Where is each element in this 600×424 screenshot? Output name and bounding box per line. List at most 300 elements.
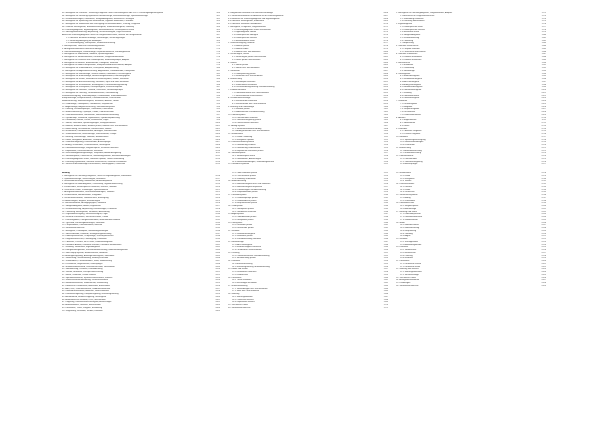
toc-entry-title: 11. Messgerät für Abgasuntersuchung, Abgastester, Lambdasonde, Katalysator [62,69,135,72]
toc-entry-page-number: 1111 [383,135,388,138]
toc-entry-page-number: 1169 [383,301,388,304]
toc-entry-title: 40. Fahrzeugdiagnose-Tester, Software-Update, Online-Verbindung [62,157,125,160]
toc-entry-title: 7. Sensoren [396,100,408,102]
toc-entry-title: 9. Heizung und Klimaanlage [228,105,254,108]
toc-entry-title: 7.2 Hallgeber [400,105,413,108]
toc-entry-page-number: 1091 [383,80,388,83]
toc-entry-title: 2. Spezialwerkzeuge, Vorrichtungen, Hilfsmittel [62,177,106,180]
toc-entry-page-number: 1189 [541,58,546,61]
toc-entry-title: 42. ABS, ESP, Drehratensensor, Raddrehzahlsensor [62,287,111,290]
toc-entry-title: 14.1 Stromlaufplan lesen [232,155,255,157]
toc-entry-page-number: 1190 [541,61,546,64]
toc-entry-page-number: 969 [216,39,220,42]
toc-entry-page-number: 965 [216,28,220,31]
toc-entry-title: 16. Messgerät für Scheinwerfer, Einstellgerät, Leuchtweitenregulierung [62,83,128,86]
toc-entry-page-number: 1174 [541,17,546,20]
toc-entry-page-number: 1134 [383,205,388,207]
toc-entry-title: 20. Fahrwerk [396,246,409,249]
toc-entry-title: 20. Zündanlage, Zündspulen, Zündkerzen, Klopfsensor [62,102,113,105]
toc-entry-page-number: 1260 [541,260,546,262]
toc-entry-title: 22.1 Wartungsintervalle [400,271,422,273]
toc-entry-page-number: 1188 [541,56,546,58]
toc-entry-title: 09. Fahrzeugdiagnose, Eigendiagnose, Messwertblöcke, Fehlerspeicher lesen [62,28,135,31]
toc-entry-page-number: 1075 [383,36,388,39]
toc-entry-title: 6.4 Airbag-Steuergerät [400,83,421,86]
toc-entry-title: 14. Messgerät für Reifen, Reifendruck-Kontrollsystem, Ventile, Sensoren [62,78,129,80]
toc-entry-title: 6.3 ABS-Steuergerät [400,80,420,83]
toc-entry-title: 10.3 Ruhestrom [400,144,415,146]
toc-entry-page-number: 1069 [383,20,388,23]
toc-entry-page-number: 1031 [215,216,220,218]
toc-entry-title: 41. Fahrzeug-Systemtest, Geführte Fehlersuche, Geführte Funktionen [62,160,127,163]
toc-entry-title: 19.2 Katalysator prüfen [232,218,254,221]
toc-entry-title: 10.1 Spannungsversorgung [400,138,426,141]
toc-entry-title: 20. Stichwortverzeichnis [62,227,85,229]
toc-entry-page-number: 1103 [383,113,388,116]
toc-entry-page-number: 1179 [541,31,546,34]
toc-entry-title: 25.2 Radwechsel [232,273,248,276]
toc-entry-page-number: 1168 [383,298,388,301]
toc-entry-title: 6.9 Klimasteuergerät [400,97,420,100]
toc-entry-title: 12. Infotainment [228,133,243,135]
toc-entry-page-number: 1143 [383,229,388,232]
toc-entry-page-number: 1131 [383,196,388,199]
toc-entry-page-number: 1070 [383,23,388,25]
toc-entry-page-number: 961 [216,14,220,17]
toc-entry-title: 2.3 Batterie aus- und einbauen [232,50,261,53]
toc-entry-title: 12.2 Zentralverriegelung [400,160,423,163]
toc-entry-title: 18. Motor [396,221,405,224]
toc-entry-title: 4. Steckverbindungen, Kabelstränge, Reparaturhinweise, Kontaktgehäuse [62,50,131,53]
toc-entry-title: 13.3 Telefon [400,180,412,183]
toc-entry-page-number: 1010 [215,149,220,152]
toc-entry-page-number: 986 [216,83,220,86]
toc-entry-page-number: 1053 [215,276,220,279]
toc-entry-title: 18.1 Motormechanik [400,224,419,227]
toc-entry-title: 15. Messgerät für Achsvermessung, Fahrwerk, Spur und Sturz einstellen [62,80,129,83]
toc-entry-page-number: 963 [216,20,220,23]
toc-entry-page-number: 1013 [215,157,220,160]
toc-entry-page-number: 1187 [541,53,546,56]
toc-entry-title: 1.2 Sicherungsbelegung ab Modelljahr [66,39,102,42]
toc-entry-page-number: 1113 [383,141,388,144]
toc-entry-title: 25. Räder und Reifen [228,268,248,271]
toc-entry-page-number: 1264 [541,271,546,273]
toc-entry-title: 6.1 Glühlampen ersetzen [232,80,256,83]
toc-entry-title: 27. Starter, Generator, Spannungsregler, Keilrippenriemen [62,122,116,124]
toc-entry-page-number: 1200 [541,89,546,91]
toc-entry-title: 17. Messgerät für Kühlsystem, Kühlerprüfgerät, Frostschutzprüfer [62,86,123,89]
toc-entry-title: 9. Messgerät für Motor-Kompression, Kompressionsdruckschreiber, Adapter [62,64,132,67]
toc-entry-page-number: 1244 [541,216,546,218]
toc-entry-title: 30. Anhängerkupplung, Anhängersteuergerät, Steckdose [62,254,115,257]
toc-entry-title: 13.3 Einparkhilfe Sensoren prüfen [232,149,264,152]
toc-entry-title: 7. Kombiinstrument [228,89,246,91]
toc-entry-page-number: 1104 [383,116,388,119]
toc-entry-title: 2. Stromversorgung, Batterie [228,42,255,45]
toc-entry-page-number: 1089 [383,75,388,78]
toc-entry-title: 31. Scheibenwischer, Waschanlage, Wischermotor, Pumpe [62,133,117,135]
toc-entry [62,310,220,313]
toc-entry-title: 3.1 Sicherungen prüfen und ersetzen [232,56,267,58]
toc-entry-title: 12.1 Fensterheber [400,157,417,160]
toc-entry-title: 0.4 Übersicht Steuergeräte, Einbauorte [228,20,265,23]
toc-entry-page-number: 1135 [383,207,388,210]
toc-entry-title: 4. Geführte Funktionen [396,53,418,56]
toc-entry-title: 1.3 Fahrzeug identifizieren [400,20,425,23]
toc-entry-page-number: 1058 [215,290,220,293]
toc-entry-title: 4. Starter [228,61,237,64]
toc-entry-page-number: 967 [216,34,220,36]
toc-entry-title: 22. Bremsanlage [228,240,244,243]
toc-entry-page-number: 1014 [215,160,220,163]
toc-entry-page-number: 976 [216,56,220,58]
toc-entry-title: 3. Anzugsdrehmomente Elektrische Anlage [62,47,102,50]
toc-entry-title: 8.2 Wischermotor aus- und einbauen [232,102,267,105]
toc-entry-title: 39. Verkehrszeichenerkennung, Fernlichtassistent [62,279,108,282]
toc-entry-page-number: 1064 [215,306,220,309]
toc-entry-title: 06. Messgerät für Spannung und Stromstärke, Digitales Multimeter, Prüfkabel [62,20,134,23]
toc-entry-title: 19. Prüfprotokolle, Dokumentation, Berichte [62,224,103,227]
toc-entry-page-number: 1000 [215,122,220,124]
toc-entry-title: 8.1 Magnetventile [400,119,417,122]
toc-entry-title: 23.2 Servolenkung prüfen [232,257,256,260]
toc-entry-page-number: 1110 [383,133,388,135]
toc-entry-title: 4.2 Funktion ausführen [400,58,422,61]
toc-entry-page-number: 1184 [541,45,546,47]
toc-entry-page-number: 1241 [541,207,546,210]
toc-entry-title: 2. Massepunkte, Übersicht Verbindungsstellen [62,45,105,47]
toc-entry-title: 12. Stellglieddiagnose, Ablauf, Ergebnisse [62,205,101,207]
toc-entry-page-number: 1078 [383,45,388,47]
toc-entry-page-number: 1006 [215,138,220,141]
toc-entry-page-number: 1042 [215,246,220,249]
toc-entry-title: 21. Karosserie [396,260,410,262]
toc-entry-page-number: 1233 [541,185,546,188]
toc-entry-title: 1.3 Fehlerspeicher abfragen [232,34,258,36]
toc-entry-title: 16. Motorsteuerung [228,180,247,183]
toc-entry-title: 9.2 Bedieneinheit Grundeinstellung [232,111,265,113]
toc-entry-page-number: 1212 [541,122,546,124]
toc-entry-title: 22.1 ABS-Steuergerät [232,243,253,246]
toc-entry-page-number: 1001 [215,124,220,127]
toc-entry-page-number: 987 [216,86,220,89]
toc-entry-page-number: 1126 [383,183,388,185]
toc-entry-title: 14.1 Kamera [400,185,412,188]
toc-entry-title: 1. Messgerät, Prüfgeräte, Diagnosetester [228,25,267,28]
toc-entry-title: 22.2 Bremsflüssigkeit wechseln [232,246,261,249]
toc-entry-page-number: 1224 [541,155,546,157]
toc-entry-page-number: 1105 [383,119,388,122]
toc-entry-page-number: 1084 [383,61,388,64]
toc-entry-page-number: 1256 [541,249,546,251]
toc-entry-title: 25.1 Reifendruck anlernen [232,271,257,273]
toc-entry-title: 3. Geführte Fehlersuche [396,45,419,47]
toc-entry-title: 4.2 Starter aus- und einbauen [232,67,260,69]
toc-entry-title: 6. Steuergeräte [396,72,411,75]
toc-entry-page-number: 1194 [541,72,546,75]
toc-entry-page-number: 1263 [541,268,546,271]
toc-entry-title: 16.2 Alarmanlage [400,207,417,210]
toc-entry [228,307,388,310]
toc-entry-page-number: 1054 [215,279,220,282]
toc-entry-page-number: 1259 [541,257,546,260]
toc-entry-title: 5.1 Multimeter [400,64,414,67]
toc-entry-page-number: 1223 [541,152,546,155]
toc-entry-page-number: 1097 [383,97,388,100]
toc-entry-title: 14. Fahrerassistenz [396,183,415,185]
toc-entry-title: 12. Messgerät für Klimaanlage, Service-Station, Kältemittel, Lecksuchgerät [62,72,131,75]
toc-entry-title: Einspritzanlage, Einspritzventile, Kraftstoffverteiler, Drucksensor [62,97,121,100]
toc-entry-title: 11. Airbag-System [228,124,245,127]
toc-entry-page-number: 1177 [541,25,546,28]
toc-entry-page-number: 1238 [541,199,546,202]
toc-entry-title: 10. Bordnetz [396,135,408,138]
toc-entry-title: 13. Fahrerassistenzsysteme [228,141,254,144]
toc-entry-page-number: 978 [216,61,220,64]
toc-entry-title: 23. Kabelreparatursatz, Crimpzange, Schrumpfschlauch [62,235,114,238]
toc-entry-title: 28. Batterie, Batterie laden, Batterie prüfen, Batterie aus- und einbauen [62,124,128,127]
toc-entry-page-number: 1098 [383,100,388,102]
toc-entry-title: 20.3 Lenkung [400,254,413,257]
toc-entry-title: 18.1 Zündspulen prüfen [232,207,254,210]
toc-entry-title: 30. Instrumente, Kombiinstrument, Anzeigen, Warnleuchten [62,130,117,133]
toc-entry-title: 14. Codierung Steuergeräte, Varianten, Ausstattung [62,210,110,213]
toc-entry-page-number: 970 [216,42,220,45]
toc-entry-title: 34. Multifunktionslenkrad, Lenkstockschalter, Wickelfeder [62,265,115,268]
toc-entry-title: 14.3 Ultraschall [400,191,415,194]
toc-entry-title: 7.5 Luftmassenmesser [400,113,422,116]
toc-entry-page-number: 1149 [383,246,388,249]
toc-entry-title: 19. Messgerät für Lenkung, Lenkwinkelsensor, Servolenkung [62,91,119,94]
toc-entry-page-number: 988 [216,89,220,91]
toc-entry-page-number: 1230 [541,177,546,180]
toc-entry-page-number: 1003 [215,130,220,133]
toc-entry-title: 04. Messgerät für Fahrzeug-Systemtest Neufahrzeuge, Elektrowerkzeuge, Spezialwerkzeuge [62,14,148,17]
toc-entry-page-number: 1115 [383,146,388,149]
toc-entry-page-number: 1180 [541,34,546,36]
toc-entry-title: 12.2 Navigation Update [232,138,254,141]
toc-entry-title: 3. Sicherungen, Relais [228,53,249,56]
toc-entry-page-number: 1082 [383,56,388,58]
toc-entry-title: 36. Diebstahlwarnanlage, Wegfahrsperre, Schlüssel anlernen [62,146,119,149]
toc-entry-title: 20.2 Kühlerlüfter prüfen [232,227,254,229]
toc-entry-page-number: 1102 [383,111,388,113]
toc-entry-page-number: 1039 [215,238,220,240]
toc-entry-title: 42. Service-Intervallanzeige zurücksetzen, Wartungsplan, Ölwechsel [62,163,126,166]
toc-entry-title: 8. Scheibenwischanlage [228,97,251,100]
toc-entry-page-number: 1211 [541,119,546,122]
toc-entry-page-number: 1221 [541,146,546,149]
toc-entry-page-number: 991 [216,97,220,100]
toc-entry-title: 5.2 Oszilloskop [400,67,415,69]
toc-entry-page-number: 1144 [383,232,388,235]
toc-entry-title: 14.2 Radar [400,188,411,191]
toc-entry-title: 9.2 LIN-Bus Diagnose [400,133,421,135]
toc-entry-title: 26.2 Heckklappe einstellen [232,282,257,284]
toc-entry-page-number: 1157 [383,268,388,271]
toc-entry-page-number: 1083 [383,58,388,61]
toc-entry-page-number: 1096 [383,94,388,97]
toc-entry-title: 21.1 Karosserie außen [400,262,422,265]
toc-entry-page-number: 1225 [541,157,546,160]
toc-entry-title: 17. Kraftstoffsystem [228,194,247,196]
toc-entry-title: 1.1 Übersicht Elektrische Anlage, Relaisträger, Sicherungsträger [66,36,126,39]
toc-entry-title: 26. Stichwortverzeichnis [396,284,419,287]
toc-entry-page-number: 1020 [215,185,220,188]
toc-entry-title: 7. Anzugsdrehmomente, Schraubverbindungen, Tabellen [62,191,115,194]
toc-entry-page-number: 1007 [215,141,220,144]
toc-entry-page-number: 1026 [215,202,220,205]
toc-entry-page-number: 1207 [541,108,546,111]
toc-entry-page-number: 1183 [541,42,546,45]
toc-entry-page-number: 1231 [541,180,546,183]
toc-entry-title: 16.3 Drosselklappe Grundeinstellung [232,188,267,191]
toc-entry-title: 2.7 Anpassung [400,42,414,45]
toc-entry-page-number: 1060 [215,295,220,298]
toc-entry-page-number: 989 [216,91,220,94]
toc-entry-page-number: 1041 [215,243,220,246]
toc-entry-page-number: 981 [216,69,220,72]
toc-entry-page-number: 1193 [541,69,546,72]
toc-entry-page-number: 1032 [215,218,220,221]
toc-entry-page-number: 1267 [541,279,546,282]
toc-entry-page-number: 972 [216,45,220,47]
toc-entry-title: 6. Beleuchtung [228,78,242,80]
toc-entry-page-number: 1235 [541,191,546,194]
toc-entry-page-number: 1262 [541,265,546,268]
toc-entry-title: 33. Lichtsensor, Regensensor, Innenspiegel [62,262,103,265]
toc-entry-page-number: 1269 [541,284,546,287]
toc-entry-page-number: 1121 [383,163,388,166]
toc-entry-page-number: 1016 [215,174,220,177]
toc-entry-title: 22. Kühlung, Kühlmittelpumpe, Thermostat, Kühlerlüfter [62,108,114,111]
toc-entry-page-number: 1209 [541,113,546,116]
toc-entry-page-number: 1171 [383,306,388,309]
toc-entry-title: 1.1 Anschluss an Diagnoseanschluss [400,14,435,17]
toc-entry-page-number: 1094 [383,89,388,91]
toc-entry-title: 08. Zentrale Steuergeräte, Bordnetzsteuergerät, Komfortsteuergerät, Gateway [62,25,134,28]
toc-entry-page-number: 975 [216,53,220,56]
toc-entry-title: 18.2 Zündkerzen ersetzen [232,210,257,213]
toc-entry-title: 37. Notruf, Telematik, Online-Dienste [62,273,96,276]
toc-entry-page-number: 1146 [383,238,388,240]
toc-entry-page-number: 1048 [215,262,220,265]
toc-entry-title: 10. Messgerät für Kraftstoffdruck, Druckprüfer, Adapterleitung [62,67,119,69]
toc-entry-page-number: 1093 [383,86,388,89]
toc-entry-page-number: 1030 [215,213,220,216]
toc-entry-page-number: 1196 [541,78,546,80]
toc-entry-title: 28. Wartung [228,293,240,295]
toc-entry-page-number: 1092 [383,83,388,86]
toc-entry-title: 13.1 Kalibrierung Kamera [232,144,256,146]
toc-entry-page-number: 1077 [383,42,388,45]
toc-entry-page-number: 997 [216,113,220,116]
toc-entry-page-number: 1255 [541,246,546,249]
toc-entry-title: 10. Abkürzungen, Begriffe, Erläuterungen [62,199,101,202]
toc-entry-page-number: 1152 [383,254,388,257]
toc-entry-page-number: 1087 [383,69,388,72]
toc-entry-page-number: 1133 [383,202,388,205]
toc-entry-page-number: 1159 [383,273,388,276]
toc-entry-title: 9. Sicherheitshinweise, Umweltschutz, Entsorgung [62,196,109,199]
toc-entry-title: 24. Fahrwerk [228,260,241,262]
toc-entry-title: 1.5 Messwertblock lesen [232,39,255,42]
toc-entry-page-number: 1100 [383,105,388,108]
toc-entry-title: 4.1 Starter prüfen [232,64,249,67]
toc-entry-title: 3. Werkstattausrüstung, Hebebühne, Aufnahmepunkte [62,180,112,183]
toc-entry-title: 5. Fehlercodes, Fehlerspeicher auslesen, löschen, Tabellen [62,185,117,188]
toc-entry-title: 25. CAN-Bus, LIN-Bus, MOST-Bus, Datenbusdiagnose [62,240,113,243]
toc-entry-page-number: 1181 [541,36,546,39]
toc-entry-page-number: 1028 [215,207,220,210]
toc-entry-title: 22. Steckverbinder, Kontakte, Entriegelungswerkzeug [62,232,112,235]
toc-entry-title: 21.2 Karosserie innen [400,265,421,268]
toc-entry-title: 13. Messgerät für Bremsanlage, Bremsflüssigkeitstester, Entlüftungsgerät [62,75,130,78]
toc-entry-title: 17.1 Kraftstoffpumpe prüfen [232,196,258,199]
toc-entry-page-number: 1204 [541,100,546,102]
toc-entry-page-number: 1213 [541,124,546,127]
toc-entry-title: 38. Spurhalteassistent, Spurwechselassistent, Kamera [62,276,113,279]
toc-entry-title: 20. Kühlsystem [228,221,243,224]
toc-entry-title: 28.1 Wartungstabellen [232,295,253,298]
toc-entry-page-number: 1045 [215,254,220,257]
toc-entry-page-number: 1036 [215,229,220,232]
toc-entry-title: 22.3 Parkbremse Servicemodus [232,249,262,251]
toc-entry-title: 5.3 Stromzange [400,69,415,72]
toc-entry-title: 29. Technische Daten [228,304,248,306]
toc-column-middle [228,12,388,310]
toc-entry-page-number: 1112 [383,138,388,141]
toc-entry-title: 32. Schiebedach, Panoramadach, Rollo, Initialisierung [62,260,112,262]
toc-entry-title: 2.3 Messwerte lesen [400,31,420,34]
toc-entry-page-number: 1017 [215,177,220,180]
toc-entry-page-number: 1156 [383,265,388,268]
toc-entry-title: 21. Abgasanlage, Abgasrückführung, Sekundärluftsystem [62,105,115,108]
toc-entry-page-number: 1252 [541,238,546,240]
toc-entry-page-number: 1120 [383,160,388,163]
toc-entry-page-number: 980 [216,67,220,69]
toc-entry-title: 3.2 Prüfschritte durchführen [400,50,426,53]
toc-entry-title: 35. Airbag, Gurtstraffer, Crashsensoren, Steuergerät [62,144,111,146]
toc-entry-page-number: 1081 [383,53,388,56]
toc-entry-title: 27. Innenausstattung [228,284,248,287]
toc-entry-title: 38. Geschwindigkeitsregelanlage, Tempomat, Abstandsregelung [62,152,122,155]
toc-entry-page-number: 1023 [215,194,220,196]
toc-entry-title: 15.1 Airbag [400,196,411,199]
toc-entry-page-number: 1090 [383,78,388,80]
toc-entry-page-number: 1219 [541,141,546,144]
toc-entry-page-number: 1107 [383,124,388,127]
toc-entry-title: 1. Messgerät für Fahrzeug-Diagnose, Tester für Eigendiagnose, Kabelsätze [62,174,132,177]
toc-entry-page-number: 1101 [383,108,388,111]
toc-entry-page-number: 1118 [383,155,388,157]
toc-entry-page-number: 1074 [383,34,388,36]
toc-entry-page-number: 1055 [215,282,220,284]
toc-entry-title: 36. Telefon, Bluetooth, Freisprecheinrichtung [62,271,104,273]
toc-entry-page-number: 1247 [541,224,546,227]
toc-entry-page-number: 1124 [383,177,388,180]
toc-entry-page-number: 984 [216,78,220,80]
toc-entry-page-number: 1029 [215,210,220,213]
toc-entry-page-number: 1108 [383,127,388,130]
toc-entry-title: 16.1 Motorsteuergerät aus- und einbauen [232,183,271,185]
toc-entry-page-number: 1218 [541,138,546,141]
toc-entry-title: 7.1 Drehzahlgeber [400,102,418,105]
toc-entry-title: 9.1 CAN-Bus Diagnose [400,130,422,133]
toc-entry-page-number: 1022 [215,191,220,194]
toc-entry-title: 24. Diagnoseanschluss, Pinbelegung, Protokolle [62,238,107,240]
